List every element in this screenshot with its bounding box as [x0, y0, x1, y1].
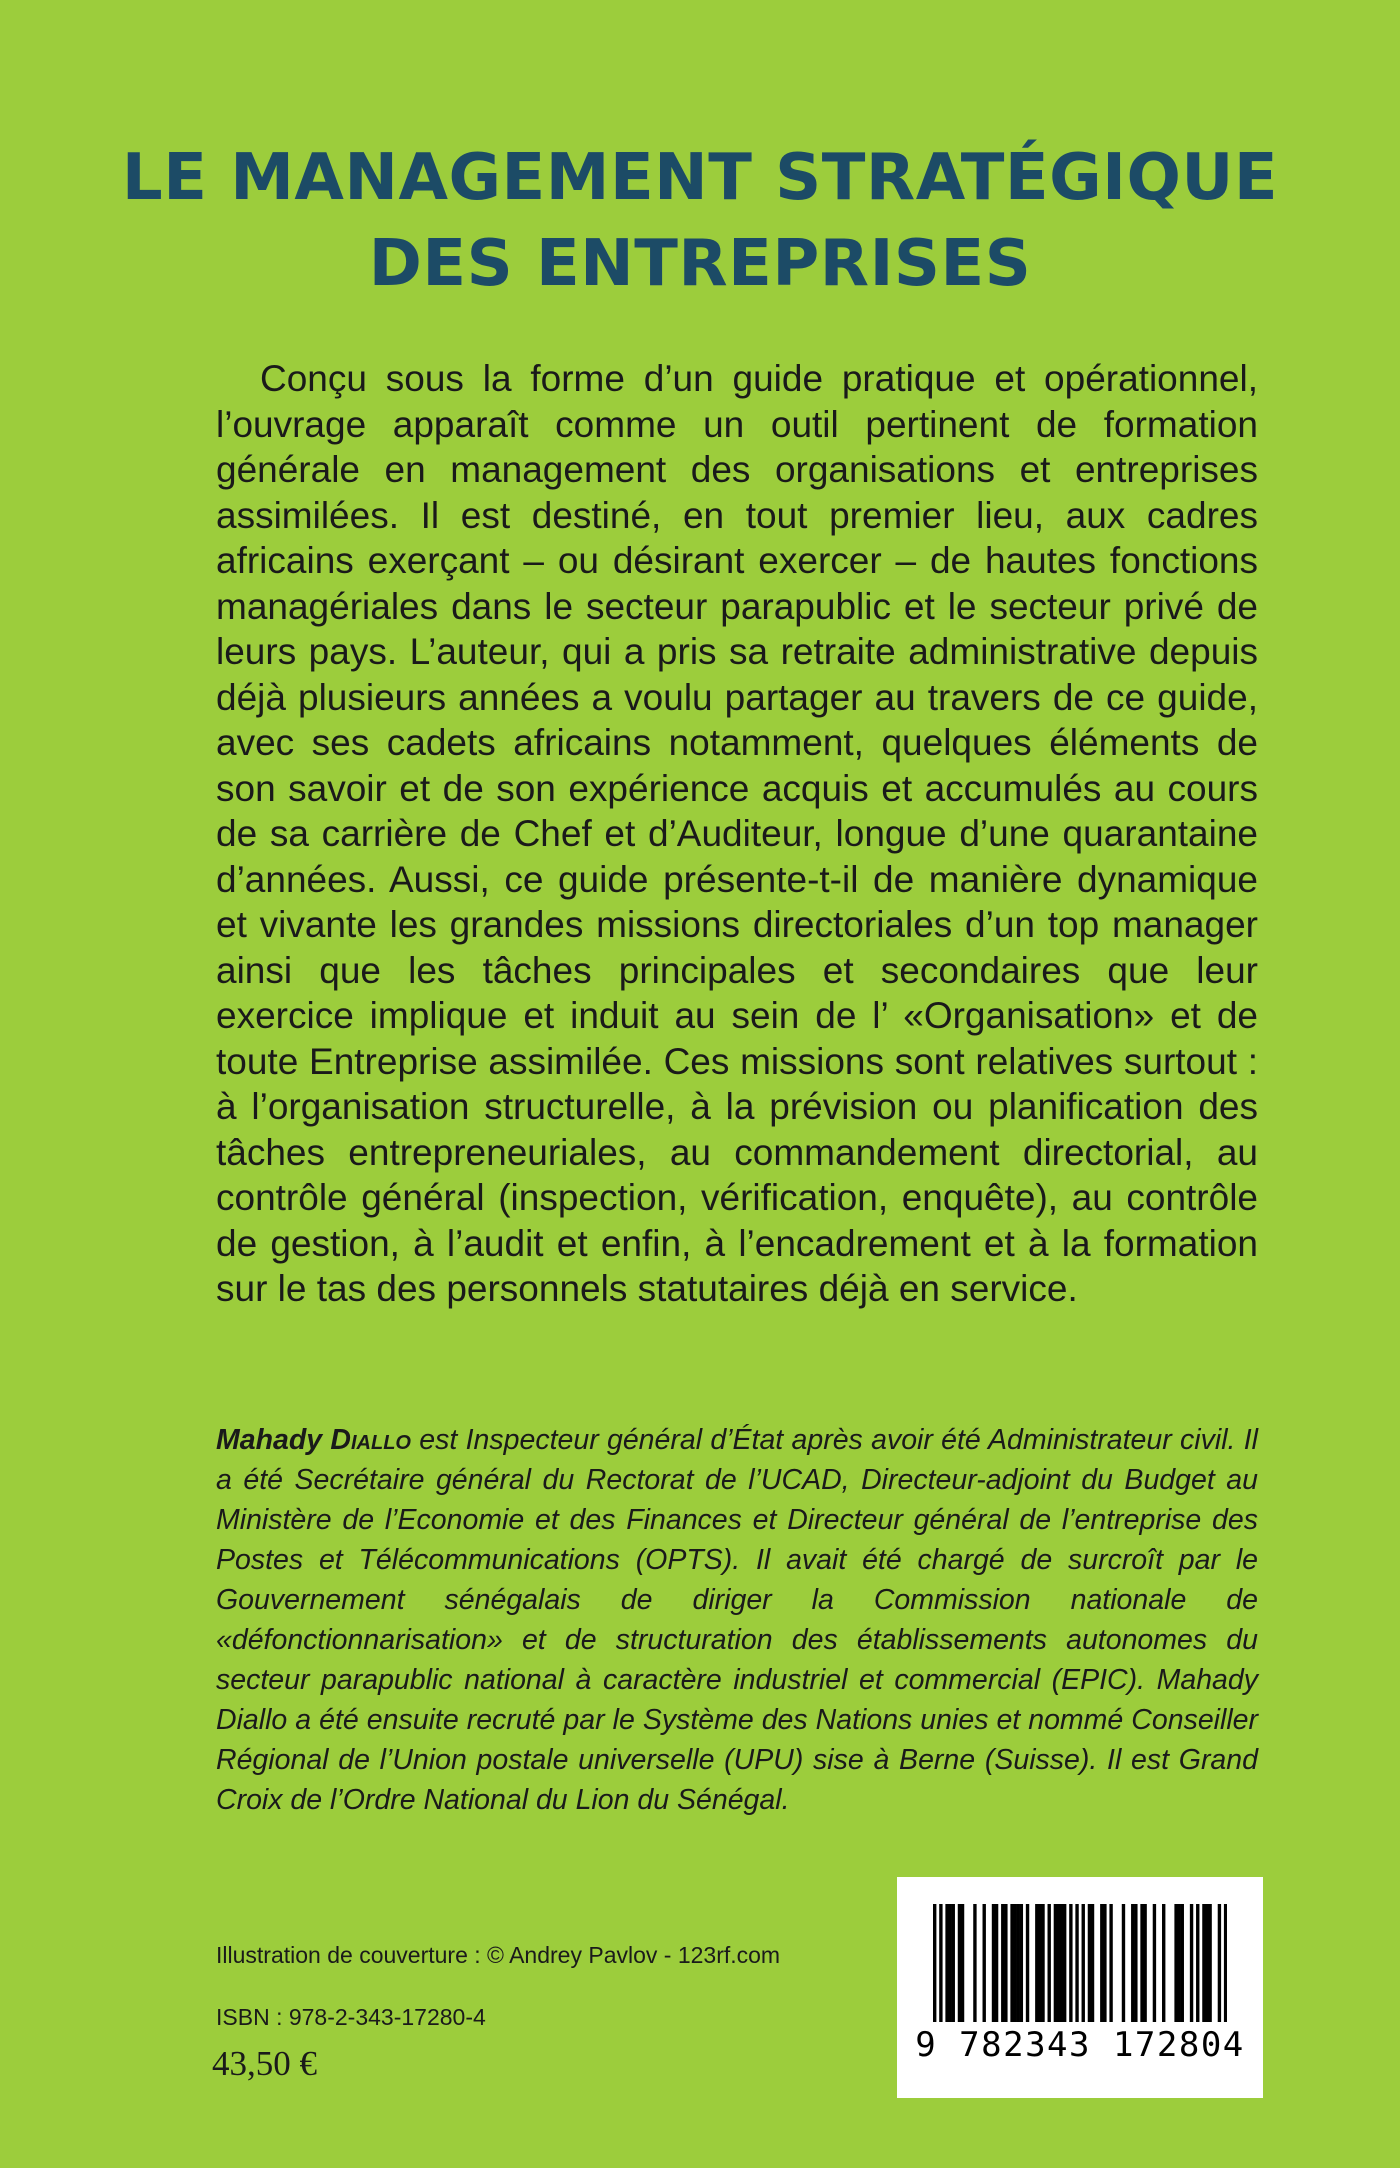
barcode-bar — [939, 1904, 942, 2022]
title-line-2: DES ENTREPRISES — [368, 226, 1032, 301]
illustration-credit: Illustration de couverture : © Andrey Pavlov - 123rf.com — [216, 1942, 781, 1968]
isbn-number: ISBN : 978-2-343-17280-4 — [216, 2004, 486, 2030]
barcode-bar — [1004, 1904, 1007, 2022]
barcode-bar — [1091, 1904, 1094, 2022]
barcode-bar — [958, 1904, 961, 2022]
author-bio — [216, 1420, 1258, 1820]
barcode-bar — [1143, 1904, 1146, 2022]
barcode-bar — [1131, 1904, 1134, 2022]
barcode-bar — [973, 1904, 976, 2022]
barcode-bar — [952, 1904, 955, 2022]
book-price: 43,50 € — [212, 2044, 317, 2083]
barcode-bar — [1010, 1904, 1013, 2022]
barcode-bar — [1174, 1904, 1177, 2022]
barcode-bar — [1205, 1904, 1208, 2022]
barcode-bar — [1100, 1904, 1103, 2022]
book-summary: Conçu sous la forme d’un guide pratique et opérationnel, l’ouvrage apparaît comme un outil pertinent de formation générale en management des organisations et entreprises assimilées. Il est destiné, en tout premier lieu, aux cadres africains exerçant – ou désirant exercer – de hautes fonctions managériales dans le secteur parapublic et le secteur privé de leurs pays. L’auteur, qui a pris sa retraite administrative depuis déjà plusieurs années a voulu partager au travers de ce guide, avec ses cadets africains notamment, quelques éléments de son savoir et de son expérience acquis et accumulés au cours de sa carrière de Chef et d’Auditeur, longue d’une quarantaine d’années. Aussi, ce guide présente-t-il de manière dynamique et vivante les grandes missions directoriales d’un top manager ainsi que les tâches principales et secondaires que leur exercice implique et induit au sein de l’ «Organisation» et de toute Entreprise assimilée. Ces missions sont relatives surtout : à l’organisation structurelle, à la prévision ou planification des tâches entrepreneuriales, au commandement directorial, au contrôle général (inspection, vérification, enquête), au contrôle de gestion, à l’audit et enfin, à l’encadrement et à la formation sur le tas des personnels statutaires déjà en service. — [216, 358, 1258, 1309]
barcode-bar — [1218, 1904, 1221, 2022]
barcode-bar — [1208, 1904, 1211, 2022]
barcode-bar — [1063, 1904, 1066, 2022]
book-title — [0, 135, 1400, 307]
barcode-bar — [1038, 1904, 1041, 2022]
barcode-bar — [1224, 1904, 1227, 2022]
barcode-bar — [1088, 1904, 1091, 2022]
barcode-bar — [1026, 1904, 1029, 2022]
barcode-bar — [1041, 1904, 1044, 2022]
barcode-bar — [1057, 1904, 1060, 2022]
barcode-bar — [1020, 1904, 1023, 2022]
barcode-bar — [1134, 1904, 1137, 2022]
barcode-bar — [1153, 1904, 1156, 2022]
barcode-bar — [1202, 1904, 1205, 2022]
author-first-name: Mahady — [216, 1424, 323, 1456]
barcode-bar — [933, 1904, 936, 2022]
barcode-bar — [1001, 1904, 1004, 2022]
barcode-bar — [1190, 1904, 1193, 2022]
barcode-bar — [1048, 1904, 1051, 2022]
barcode-bar — [1060, 1904, 1063, 2022]
barcode-bar — [1109, 1904, 1112, 2022]
author-last-name: Diallo — [330, 1424, 411, 1456]
barcode-bar — [1035, 1904, 1038, 2022]
barcode-bar — [995, 1904, 998, 2022]
barcode-bar — [1103, 1904, 1106, 2022]
barcode-bar — [945, 1904, 948, 2022]
barcode-bar — [948, 1904, 951, 2022]
barcode-bar — [1069, 1904, 1072, 2022]
barcode-bar — [1162, 1904, 1165, 2022]
barcode-bar — [1082, 1904, 1085, 2022]
barcode-box — [897, 1877, 1263, 2098]
barcode-digits: 9 782343 172804 — [915, 2025, 1245, 2065]
barcode-bar — [983, 1904, 986, 2022]
barcode-bar — [1181, 1904, 1184, 2022]
barcode-bar — [1140, 1904, 1143, 2022]
barcode-bar — [1013, 1904, 1016, 2022]
barcode-bars — [933, 1904, 1227, 2022]
author-bio-text: est Inspecteur général d’État après avoir été Administrateur civil. Il a été Secrétaire général du Rectorat de l’UCAD, Directeur-adjoint du Budget au Ministère de l’Economie et des Finances et Directeur général de l’entreprise des Postes et Télécommunications (OPTS). Il avait été chargé de surcroît par le Gouvernement sénégalais de diriger la Commission nationale de «défonctionnarisation» et de structuration des établissements autonomes du secteur parapublic national à caractère industriel et commercial (EPIC). Mahady Diallo a été ensuite recruté par le Système des Nations unies et nommé Conseiller Régional de l’Union postale universelle (UPU) sise à Berne (Suisse). Il est Grand Croix de l’Ordre National du Lion du Sénégal. — [216, 1424, 1258, 1816]
barcode-bar — [1177, 1904, 1180, 2022]
title-line-1: LE MANAGEMENT STRATÉGIQUE — [121, 140, 1279, 215]
barcode-bar — [992, 1904, 995, 2022]
barcode-bar — [1122, 1904, 1125, 2022]
barcode-bar — [1017, 1904, 1020, 2022]
barcode-bar — [1054, 1904, 1057, 2022]
barcode-bar — [1075, 1904, 1078, 2022]
barcode-bar — [1196, 1904, 1199, 2022]
barcode-bar — [961, 1904, 964, 2022]
